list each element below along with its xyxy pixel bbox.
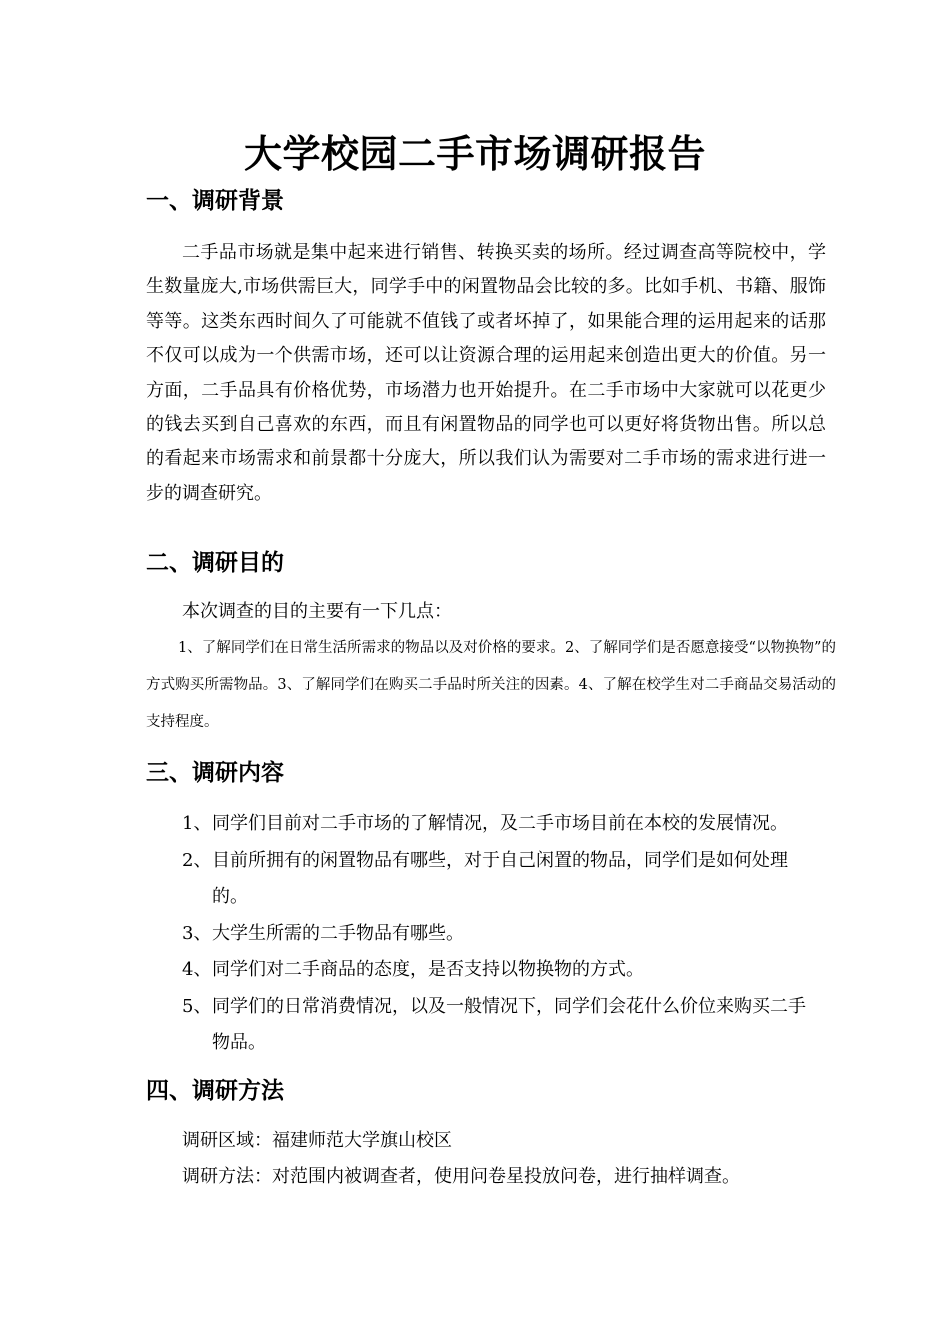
method-region: 调研区域：福建师范大学旗山校区 (182, 1130, 452, 1151)
list-item-text: 同学们对二手商品的态度，是否支持以物换物的方式。 (212, 959, 644, 980)
list-item-text: 同学们目前对二手市场的了解情况，及二手市场目前在本校的发展情况。 (212, 813, 788, 834)
purpose-detail: 1、了解同学们在日常生活所需求的物品以及对价格的要求。2、了解同学们是否愿意接受“以物换物”的方式购买所需物品。3、了解同学们在购买二手品时所关注的因素。4、了解在校学生对二手商品交易活动的支持程度。 (146, 640, 836, 730)
background-paragraph: 二手品市场就是集中起来进行销售、转换买卖的场所。经过调查高等院校中，学生数量庞大,市场供需巨大，同学手中的闲置物品会比较的多。比如手机、书籍、服饰等等。这类东西时间久了可能就不值钱了或者坏掉了，如果能合理的运用起来的话那不仅可以成为一个供需市场，还可以让资源合理的运用起来创造出更大的价值。另一方面，二手品具有价格优势，市场潜力也开始提升。在二手市场中大家就可以花更少的钱去买到自己喜欢的东西，而且有闲置物品的同学也可以更好将货物出售。所以总的看起来市场需求和前景都十分庞大，所以我们认为需要对二手市场的需求进行进一步的调查研究。 (146, 242, 826, 504)
document-title: 大学校园二手市场调研报告 (243, 132, 706, 176)
list-item-text: 大学生所需的二手物品有哪些。 (212, 922, 464, 944)
list-item-number: 1、 (182, 813, 212, 834)
method-approach: 调研方法：对范围内被调查者，使用问卷星投放问卷，进行抽样调查。 (182, 1166, 740, 1187)
content-list (182, 806, 822, 1062)
list-item-number: 4、 (182, 959, 212, 980)
list-item (182, 989, 822, 1062)
list-item (182, 806, 822, 843)
list-item (182, 843, 822, 916)
section-heading-purpose: 二、调研目的 (146, 550, 284, 576)
list-item-number: 2、 (182, 849, 212, 871)
list-item-text: 目前所拥有的闲置物品有哪些，对于自己闲置的物品，同学们是如何处理的。 (212, 849, 788, 907)
list-item-text: 同学们的日常消费情况，以及一般情况下，同学们会花什么价位来购买二手物品。 (212, 995, 806, 1053)
purpose-intro: 本次调查的目的主要有一下几点： (182, 601, 452, 622)
list-item-number: 3、 (182, 922, 212, 944)
section-heading-background: 一、调研背景 (146, 188, 284, 214)
list-item (182, 916, 822, 953)
section-heading-method: 四、调研方法 (146, 1078, 284, 1104)
list-item-number: 5、 (182, 995, 212, 1017)
list-item (182, 952, 822, 989)
section-heading-content: 三、调研内容 (146, 760, 284, 786)
